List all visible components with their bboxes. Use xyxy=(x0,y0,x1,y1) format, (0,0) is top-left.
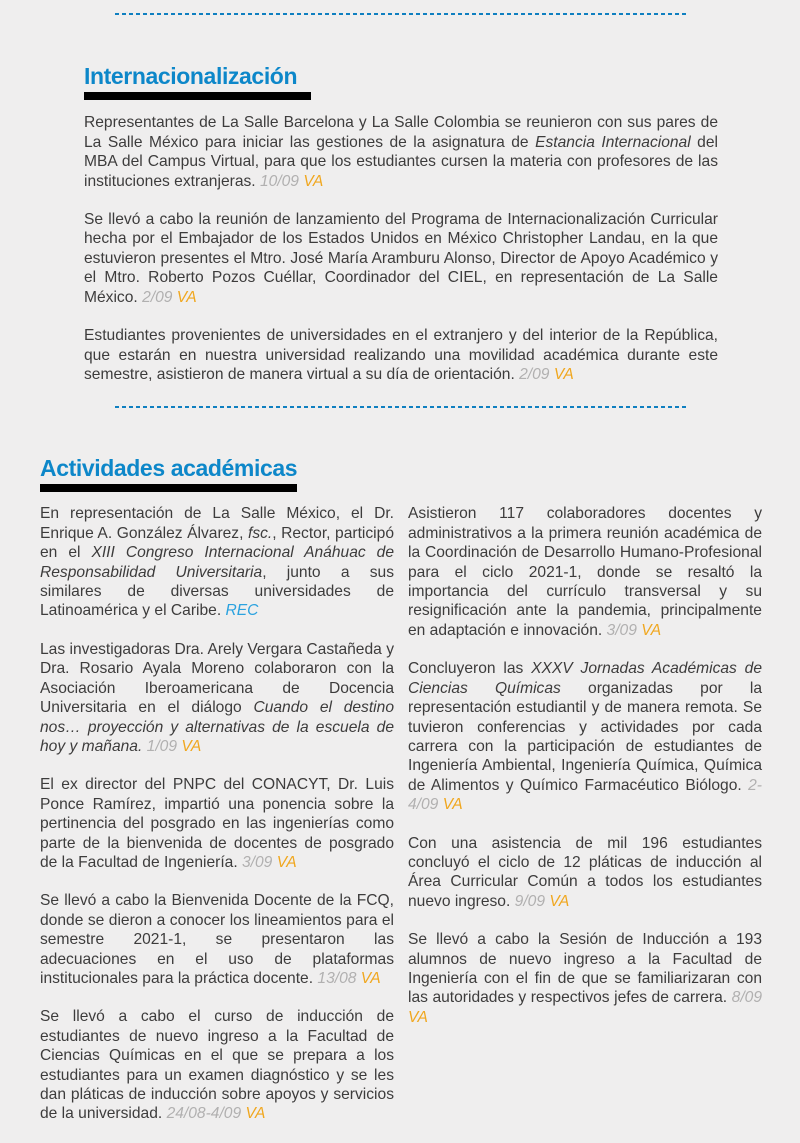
heading-underline-bar xyxy=(40,484,297,492)
source-tag-va: VA xyxy=(303,172,324,190)
paragraph xyxy=(84,113,718,191)
paragraph xyxy=(84,326,718,384)
body-text: Las investigadoras Dra. Arely Vergara Castañeda y Dra. Rosario Ayala Moreno colaboraron con la Asociación Iberoamericana de Docencia Universitaria en el diálogo xyxy=(40,640,394,717)
date-label: 2/09 xyxy=(142,288,173,306)
date-label: 24/08-4/09 xyxy=(166,1105,242,1123)
dashed-divider-top xyxy=(115,13,686,15)
date-label: 9/09 xyxy=(514,892,545,910)
body-text: Se llevó a cabo la Bienvenida Docente de la FCQ, donde se dieron a conocer los lineamientos para el semestre 2021-1, se presentaron las adecuaciones en el uso de plataformas institucionales para la práctica docente. xyxy=(40,892,394,987)
date-label: 13/08 xyxy=(317,969,357,987)
body-text: Se llevó a cabo la reunión de lanzamiento del Programa de Internacionalización Curricular hecha por el Embajador de los Estados Unidos en México Christopher Landau, en la que estuvieron presentes el Mtro. José María Aramburu Alonso, Director de Apoyo Académico y el Mtro. Roberto Pozos Cuéllar, Coordinador del CIEL, en representación de La Salle México. xyxy=(84,211,718,306)
source-tag-va: VA xyxy=(549,892,570,910)
section-actividades xyxy=(40,455,763,1143)
body-text: Se llevó a cabo el curso de inducción de estudiantes de nuevo ingreso a la Facultad de Ciencias Químicas en el que se prepara a los estudiantes para un examen diagnóstico y se les dan pláticas de inducción sobre apoyos y servicios de la universidad. xyxy=(40,1008,394,1123)
section-title-internacionalizacion: Internacionalización xyxy=(84,63,298,89)
body-text: En representación de La Salle México, el Dr. Enrique A. González Álvarez, xyxy=(40,505,394,542)
body-text: Estudiantes provenientes de universidades en el extranjero y del interior de la República, que estarán en nuestra universidad realizando una movilidad académica durante este semestre, asistieron de manera virtual a su día de orientación. xyxy=(84,327,718,383)
date-label: 1/09 xyxy=(146,737,177,755)
date-label: 10/09 xyxy=(259,172,299,190)
paragraph xyxy=(40,640,394,756)
source-tag-va: VA xyxy=(553,365,574,383)
left-column xyxy=(40,504,394,1142)
source-tag-va: VA xyxy=(641,621,662,639)
emphasis-text: fsc. xyxy=(247,524,273,542)
paragraph xyxy=(40,891,394,988)
body-text: El ex director del PNPC del CONACYT, Dr. Luis Ponce Ramírez, impartió una ponencia sobre la pertinencia del posgrado en las ingenierías como parte de la bienvenida de docentes de posgrado de la Facultad de Ingeniería. xyxy=(40,776,394,871)
paragraph xyxy=(40,1007,394,1123)
body-text: Asistieron 117 colaboradores docentes y administrativos a la primera reunión académica de la Coordinación de Desarrollo Humano-Profesional para el ciclo 2021-1, donde se resaltó la importancia del currículo transversal y su resignificación ante la pandemia, principalmente en adaptación e innovación. xyxy=(408,505,762,639)
source-tag-rec: REC xyxy=(225,602,259,620)
body-text: , junto a sus similares de diversas universidades de Latinoamérica y el Caribe. xyxy=(40,563,394,620)
date-label: 8/09 xyxy=(731,989,762,1007)
source-tag-va: VA xyxy=(181,737,202,755)
date-label: 2/09 xyxy=(519,365,550,383)
date-label: 2-4/09 xyxy=(408,776,762,814)
right-column xyxy=(408,504,762,1142)
body-text: Concluyeron las xyxy=(408,660,532,678)
paragraph xyxy=(408,834,762,912)
dashed-divider-middle xyxy=(115,406,686,408)
heading-underline-bar xyxy=(84,92,311,100)
emphasis-text: Estancia Internacional xyxy=(535,133,691,151)
emphasis-text: XIII Congreso Internacional Anáhuac de Responsabilidad Universitaria xyxy=(40,544,394,581)
paragraph xyxy=(84,210,718,307)
paragraph xyxy=(408,504,762,640)
two-column-layout xyxy=(40,504,763,1142)
date-label: 3/09 xyxy=(242,853,273,871)
source-tag-va: VA xyxy=(276,853,297,871)
section-title-actividades: Actividades académicas xyxy=(40,455,298,481)
emphasis-text: XXXV Jornadas Académicas de Ciencias Químicas xyxy=(408,660,762,697)
body-text: Con una asistencia de mil 196 estudiantes concluyó el ciclo de 12 pláticas de inducción al Área Curricular Común a todos los estudiantes nuevo ingreso. xyxy=(408,834,762,910)
body-text: Representantes de La Salle Barcelona y La Salle Colombia se reunieron con sus pares de La Salle México para iniciar las gestiones de la asignatura de xyxy=(84,114,718,151)
internacionalizacion-paragraphs xyxy=(84,113,718,384)
source-tag-va: VA xyxy=(245,1105,266,1123)
source-tag-va: VA xyxy=(442,796,463,814)
paragraph xyxy=(408,659,762,814)
source-tag-va: VA xyxy=(176,288,197,306)
body-text: Se llevó a cabo la Sesión de Inducción a 193 alumnos de nuevo ingreso a la Facultad de Ingeniería con el fin de que se familiarizaran con las autoridades y respectivos jefes de carrera. xyxy=(408,931,762,1007)
body-text: organizadas por la representación estudiantil y de manera remota. Se tuvieron conferencias y actividades por cada carrera con la participación de estudiantes de Ingeniería Ambiental, Ingeniería Química, Química de Alimentos y Químico Farmacéutico Biólogo. xyxy=(408,679,762,794)
source-tag-va: VA xyxy=(360,969,381,987)
paragraph xyxy=(40,775,394,872)
section-internacionalizacion xyxy=(84,63,718,403)
body-text: del MBA del Campus Virtual, para que los estudiantes cursen la materia con profesores de las instituciones extranjeras. xyxy=(84,133,718,190)
paragraph xyxy=(40,504,394,620)
paragraph xyxy=(408,930,762,1027)
emphasis-text: Cuando el destino nos… proyección y alternativas de la escuela de hoy y mañana. xyxy=(40,699,394,755)
body-text: , Rector, participó en el xyxy=(40,524,394,562)
date-label: 3/09 xyxy=(606,621,637,639)
source-tag-va: VA xyxy=(408,1008,428,1026)
